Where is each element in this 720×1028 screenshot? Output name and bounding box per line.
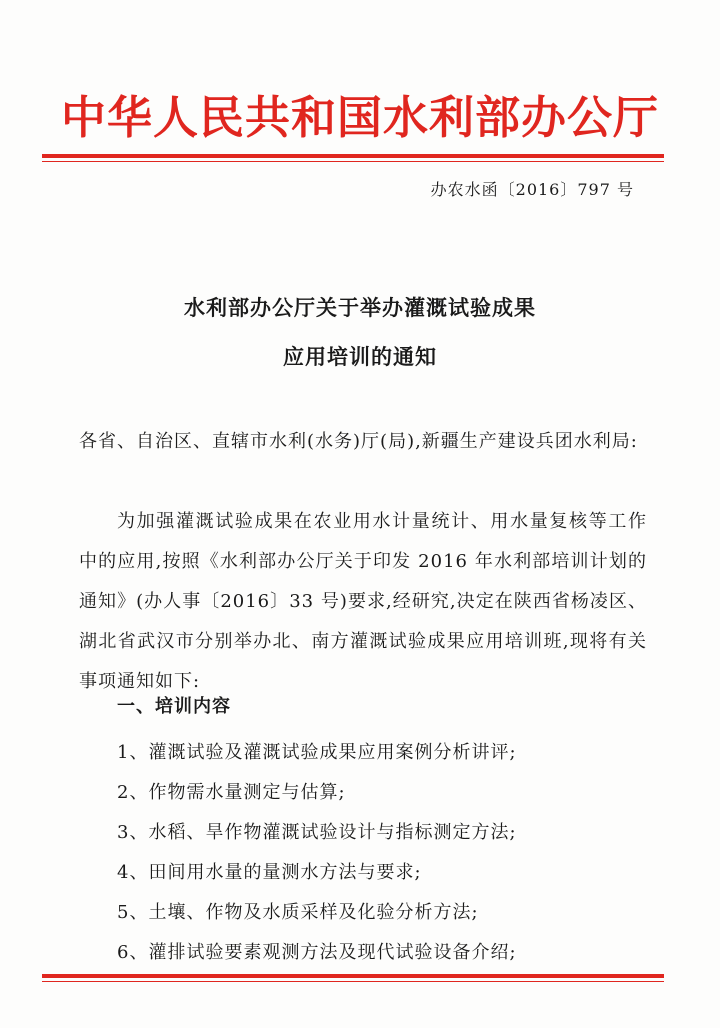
header-divider-thin xyxy=(42,161,664,162)
list-item: 5、土壤、作物及水质采样及化验分析方法; xyxy=(117,902,479,923)
header-divider-thick xyxy=(42,154,664,158)
footer-divider-thin xyxy=(42,981,664,982)
document-number: 办农水函〔2016〕797 号 xyxy=(430,180,634,199)
list-item: 6、灌排试验要素观测方法及现代试验设备介绍; xyxy=(117,942,517,963)
list-item: 3、水稻、旱作物灌溉试验设计与指标测定方法; xyxy=(117,822,517,843)
footer-divider-thick xyxy=(42,974,664,978)
list-item: 4、田间用水量的量测水方法与要求; xyxy=(117,862,422,883)
document-title-line-2: 应用培训的通知 xyxy=(283,344,437,369)
section-heading-training-content: 一、培训内容 xyxy=(117,696,231,717)
intro-paragraph: 为加强灌溉试验成果在农业用水计量统计、用水量复核等工作中的应用,按照《水利部办公厅关于印发 2016 年水利部培训计划的通知》(办人事〔2016〕33 号)要求,经研究,决定在陕西省杨凌区、湖北省武汉市分别举办北、南方灌溉试验成果应用培训班,现将有关事项通知如下: xyxy=(79,511,647,692)
issuer-header: 中华人民共和国水利部办公厅 xyxy=(60,91,659,144)
list-item: 1、灌溉试验及灌溉试验成果应用案例分析讲评; xyxy=(117,742,517,763)
list-item: 2、作物需水量测定与估算; xyxy=(117,782,346,803)
training-content-list xyxy=(117,733,517,973)
document-title-line-1: 水利部办公厅关于举办灌溉试验成果 xyxy=(184,295,536,320)
addressee-paragraph: 各省、自治区、直辖市水利(水务)厅(局),新疆生产建设兵团水利局: xyxy=(79,431,638,452)
